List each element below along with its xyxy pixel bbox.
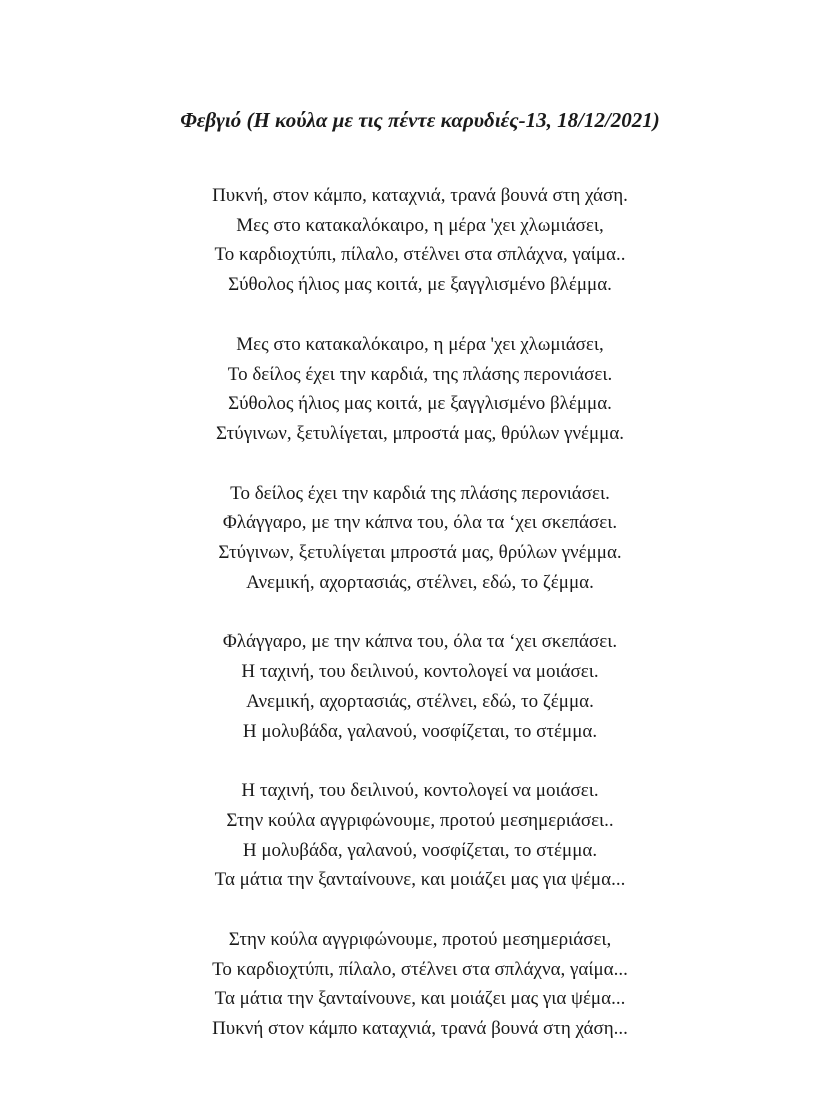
- stanza-6: [0, 925, 826, 1044]
- poem-line: Μες στο κατακαλόκαιρο, η μέρα 'χει χλωμιάσει,: [236, 333, 604, 355]
- stanza-2: [0, 330, 826, 449]
- poem-line: Η μολυβάδα, γαλανού, νοσφίζεται, το στέμμα.: [242, 839, 598, 861]
- poem-line: Στύγινων, ξετυλίγεται, μπροστά μας, θρύλων γνέμμα.: [215, 422, 625, 444]
- stanza-5: [0, 776, 826, 895]
- poem-line: Φλάγγαρο, με την κάπνα του, όλα τα ‘χει σκεπάσει.: [222, 512, 618, 534]
- poem-line: Το δείλος έχει την καρδιά, της πλάσης περονιάσει.: [227, 363, 613, 385]
- poem-line: Η ταχινή, του δειλινού, κοντολογεί να μοιάσει.: [241, 780, 599, 802]
- poem-title: Φεβγιό (Η κούλα με τις πέντε καρυδιές-13, 18/12/2021): [180, 108, 660, 132]
- poem-line: Το καρδιοχτύπι, πίλαλο, στέλνει στα σπλάχνα, γαίμα..: [214, 244, 626, 266]
- poem-line: Το καρδιοχτύπι, πίλαλο, στέλνει στα σπλάχνα, γαίμα...: [212, 958, 628, 980]
- poem-line: Στην κούλα αγγριφώνουμε, προτού μεσημεριάσει,: [228, 929, 612, 951]
- poem-line: Φλάγγαρο, με την κάπνα του, όλα τα ‘χει σκεπάσει.: [222, 631, 618, 653]
- poem-line: Πυκνή στον κάμπο καταχνιά, τρανά βουνά στη χάση...: [212, 1018, 628, 1040]
- poem-line: Στην κούλα αγγριφώνουμε, προτού μεσημεριάσει..: [226, 809, 614, 831]
- poem-line: Το δείλος έχει την καρδιά της πλάσης περονιάσει.: [230, 482, 610, 504]
- poem-line: Σύθολος ήλιος μας κοιτά, με ξαγγλισμένο βλέμμα.: [228, 274, 612, 296]
- poem-line: Η μολυβάδα, γαλανού, νοσφίζεται, το στέμμα.: [242, 720, 598, 742]
- poem-line: Ανεμική, αχορτασιάς, στέλνει, εδώ, το ζέμμα.: [246, 690, 594, 712]
- poem-line: Μες στο κατακαλόκαιρο, η μέρα 'χει χλωμιάσει,: [236, 214, 604, 236]
- stanza-3: [0, 479, 826, 598]
- poem-line: Ανεμική, αχορτασιάς, στέλνει, εδώ, το ζέμμα.: [246, 571, 594, 593]
- stanza-1: [0, 181, 826, 300]
- stanza-4: [0, 627, 826, 746]
- poem-line: Τα μάτια την ξανταίνουνε, και μοιάζει μας για ψέμα...: [214, 869, 626, 891]
- poem-line: Στύγινων, ξετυλίγεται μπροστά μας, θρύλων γνέμμα.: [218, 542, 622, 564]
- poem-line: Η ταχινή, του δειλινού, κοντολογεί να μοιάσει.: [241, 661, 599, 683]
- poem-line: Σύθολος ήλιος μας κοιτά, με ξαγγλισμένο βλέμμα.: [228, 393, 612, 415]
- poem-line: Τα μάτια την ξανταίνουνε, και μοιάζει μας για ψέμα...: [214, 988, 626, 1010]
- poem-body: [0, 181, 826, 1074]
- poem-line: Πυκνή, στον κάμπο, καταχνιά, τρανά βουνά στη χάση.: [212, 185, 628, 206]
